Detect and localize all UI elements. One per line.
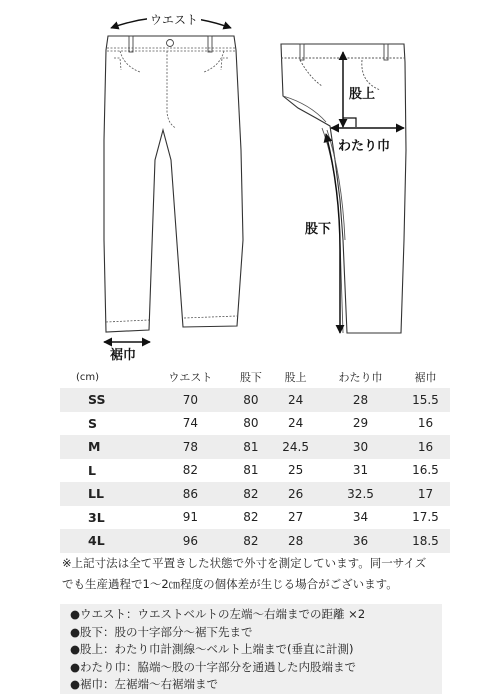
note-line: でも生産過程で1〜2㎝程度の個体差が生じる場合がございます。	[62, 577, 398, 591]
value-cell: 28	[320, 388, 401, 412]
note-line: ※上記寸法は全て平置きした状態で外寸を測定しています。同一サイズ	[62, 556, 427, 570]
value-cell: 26	[271, 482, 320, 506]
column-header-thigh: わたり巾	[338, 371, 383, 384]
value-cell: 28	[271, 529, 320, 553]
size-cell: SS	[60, 388, 150, 412]
value-cell: 29	[352, 416, 369, 431]
value-cell: 30	[320, 435, 401, 459]
table-row	[60, 482, 450, 506]
value-cell: 34	[352, 510, 369, 525]
value-cell: 82	[231, 529, 271, 553]
value-cell: 17	[401, 482, 450, 506]
column-header-waist: ウエスト	[168, 371, 213, 384]
value-cell: 82	[231, 482, 271, 506]
table-row	[60, 529, 450, 553]
legend-item-waist: ●ウエスト：ウエストベルトの左端〜右端までの距離 ×2	[70, 607, 366, 621]
hem-label: 裾巾	[110, 348, 137, 363]
value-cell: 74	[182, 416, 199, 431]
value-cell: 16	[417, 416, 434, 431]
value-cell: 36	[320, 529, 401, 553]
value-cell: 16	[401, 435, 450, 459]
thigh-label: わたり巾	[338, 139, 391, 154]
size-cell: LL	[60, 482, 150, 506]
value-cell: 86	[150, 482, 231, 506]
value-cell: 27	[288, 510, 304, 525]
unit-header: (cm)	[76, 371, 100, 383]
size-cell: 4L	[60, 529, 150, 553]
value-cell: 80	[231, 388, 271, 412]
table-row	[60, 435, 450, 459]
inseam-label: 股下	[305, 222, 332, 237]
table-row	[60, 459, 450, 483]
value-cell: 78	[150, 435, 231, 459]
value-cell: 16.5	[412, 463, 439, 478]
value-cell: 81	[243, 463, 259, 478]
table-header-row	[60, 366, 450, 388]
size-cell: 3L	[88, 509, 105, 525]
value-cell: 18.5	[401, 529, 450, 553]
measurement-legend	[60, 604, 442, 694]
legend-item-hem: ●裾巾：左裾端〜右裾端まで	[70, 677, 219, 691]
column-header-rise: 股上	[284, 371, 307, 384]
legend-item-thigh: ●わたり巾：脇端〜股の十字部分を通過した内股端まで	[70, 659, 357, 674]
value-cell: 15.5	[401, 388, 450, 412]
value-cell: 80	[243, 416, 259, 431]
value-cell: 96	[150, 529, 231, 553]
front-view-pants	[104, 36, 243, 332]
table-row	[60, 388, 450, 412]
value-cell: 24	[288, 416, 304, 431]
size-cell: S	[88, 415, 98, 431]
measurement-note	[62, 553, 426, 595]
value-cell: 70	[150, 388, 231, 412]
value-cell: 24	[271, 388, 320, 412]
value-cell: 24.5	[271, 435, 320, 459]
value-cell: 32.5	[320, 482, 401, 506]
size-cell: L	[88, 462, 96, 478]
rise-label: 股上	[349, 87, 376, 102]
table-row	[60, 506, 450, 530]
size-chart-table	[60, 366, 450, 553]
value-cell: 91	[182, 510, 199, 525]
legend-item-inseam: ●股下：股の十字部分〜裾下先まで	[70, 624, 253, 639]
value-cell: 31	[352, 463, 369, 478]
value-cell: 25	[288, 463, 304, 478]
legend-item-rise: ●股上：わたり巾計測線〜ベルト上端まで(垂直に計測)	[70, 642, 354, 656]
size-cell: M	[60, 435, 150, 459]
value-cell: 82	[182, 463, 199, 478]
value-cell: 82	[243, 510, 259, 525]
value-cell: 17.5	[412, 510, 439, 525]
table-row	[60, 412, 450, 436]
column-header-inseam: 股下	[239, 371, 262, 384]
waist-label: ウエスト	[147, 11, 201, 28]
column-header-hem: 裾巾	[414, 371, 437, 384]
value-cell: 81	[231, 435, 271, 459]
